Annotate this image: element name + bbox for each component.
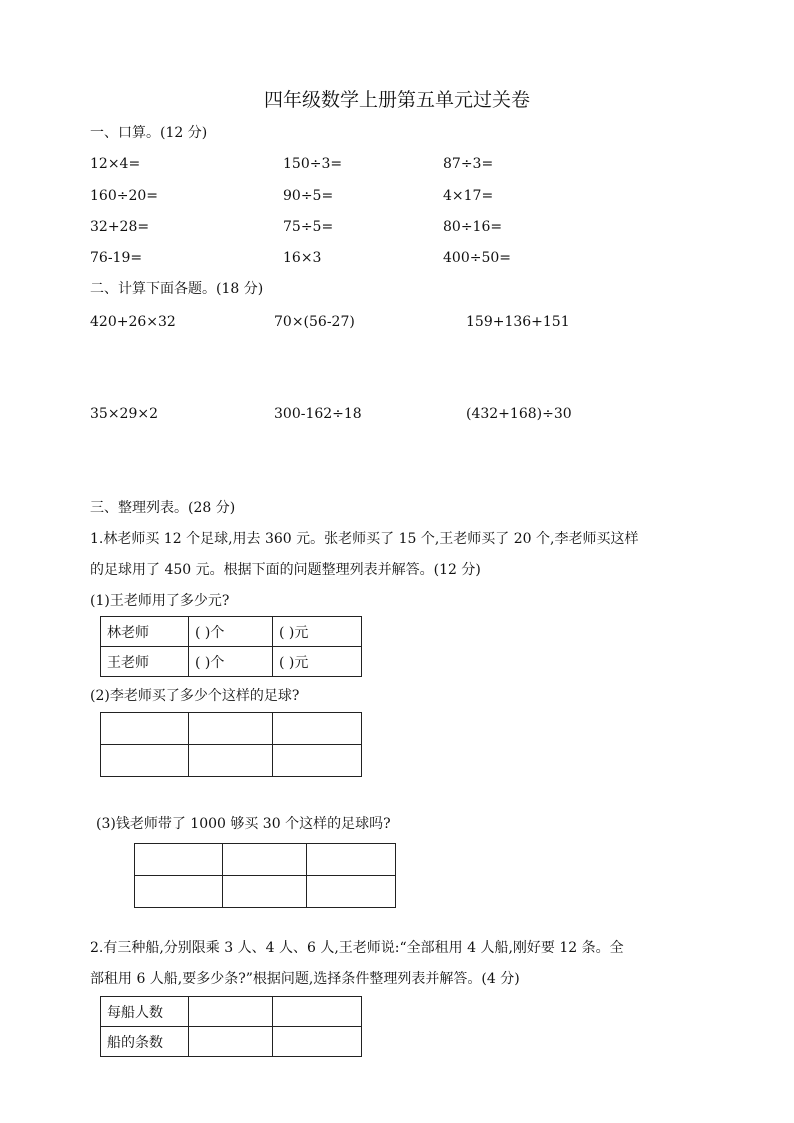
table-cell[interactable] xyxy=(307,844,396,876)
question-2-text: 部租用 6 人船,要多少条?”根据问题,选择条件整理列表并解答。(4 分) xyxy=(90,971,520,987)
table-row xyxy=(135,876,396,908)
question-1-subquestion: (2)李老师买了多少个这样的足球? xyxy=(90,688,300,704)
question-1-text: 的足球用了 450 元。根据下面的问题整理列表并解答。(12 分) xyxy=(90,562,481,578)
oral-problem: 76-19= xyxy=(90,250,143,266)
table-cell[interactable]: ( )个 xyxy=(189,647,273,677)
table-cell[interactable] xyxy=(223,876,307,908)
table-row xyxy=(101,617,362,647)
table-cell: 林老师 xyxy=(101,617,189,647)
table-cell[interactable] xyxy=(189,713,273,745)
table-cell[interactable] xyxy=(189,997,273,1027)
table-row xyxy=(101,745,362,777)
table-cell[interactable] xyxy=(189,745,273,777)
oral-problem: 90÷5= xyxy=(283,188,334,204)
question-2-text: 2.有三种船,分别限乘 3 人、4 人、6 人,王老师说:“全部租用 4 人船,刚好要 12 条。全 xyxy=(90,940,624,956)
table-row xyxy=(101,997,362,1027)
blank-answer-table xyxy=(134,843,396,908)
page-title: 四年级数学上册第五单元过关卷 xyxy=(263,89,530,111)
oral-problem: 16×3 xyxy=(283,250,322,266)
table-boat xyxy=(100,996,362,1057)
table-cell[interactable] xyxy=(273,1027,362,1057)
question-1-subquestion: (3)钱老师带了 1000 够买 30 个这样的足球吗? xyxy=(96,816,391,832)
calc-problem: (432+168)÷30 xyxy=(466,406,572,422)
table-cell[interactable]: ( )个 xyxy=(189,617,273,647)
table-cell[interactable] xyxy=(273,997,362,1027)
table-cell[interactable] xyxy=(189,1027,273,1057)
table-row xyxy=(101,713,362,745)
table-teacher-cost xyxy=(100,616,362,677)
table-cell[interactable] xyxy=(273,745,362,777)
calc-problem: 35×29×2 xyxy=(90,406,158,422)
table-cell[interactable] xyxy=(135,844,223,876)
question-1-subquestion: (1)王老师用了多少元? xyxy=(90,593,230,609)
oral-problem: 75÷5= xyxy=(283,219,334,235)
table-cell[interactable]: ( )元 xyxy=(273,647,362,677)
oral-problem: 160÷20= xyxy=(90,188,158,204)
section-1-heading: 一、口算。(12 分) xyxy=(90,125,208,141)
table-row xyxy=(135,844,396,876)
blank-answer-table xyxy=(100,712,362,777)
oral-problem: 32+28= xyxy=(90,219,150,235)
question-1-text: 1.林老师买 12 个足球,用去 360 元。张老师买了 15 个,王老师买了 20 个,李老师买这样 xyxy=(90,531,639,547)
table-cell[interactable] xyxy=(223,844,307,876)
table-row xyxy=(101,647,362,677)
table-cell[interactable] xyxy=(273,713,362,745)
oral-problem: 12×4= xyxy=(90,156,141,172)
oral-problem: 150÷3= xyxy=(283,156,343,172)
table-row xyxy=(101,1027,362,1057)
oral-problem: 400÷50= xyxy=(443,250,511,266)
calc-problem: 70×(56-27) xyxy=(274,314,355,330)
oral-problem: 4×17= xyxy=(443,188,494,204)
section-3-heading: 三、整理列表。(28 分) xyxy=(90,500,236,516)
table-cell[interactable] xyxy=(101,713,189,745)
table-cell[interactable]: ( )元 xyxy=(273,617,362,647)
calc-problem: 420+26×32 xyxy=(90,314,176,330)
calc-problem: 159+136+151 xyxy=(466,314,570,330)
oral-problem: 87÷3= xyxy=(443,156,494,172)
section-2-heading: 二、计算下面各题。(18 分) xyxy=(90,281,264,297)
oral-problem: 80÷16= xyxy=(443,219,503,235)
table-cell[interactable] xyxy=(101,745,189,777)
table-cell: 王老师 xyxy=(101,647,189,677)
table-cell: 船的条数 xyxy=(101,1027,189,1057)
table-cell: 每船人数 xyxy=(101,997,189,1027)
calc-problem: 300-162÷18 xyxy=(274,406,362,422)
table-cell[interactable] xyxy=(307,876,396,908)
table-cell[interactable] xyxy=(135,876,223,908)
